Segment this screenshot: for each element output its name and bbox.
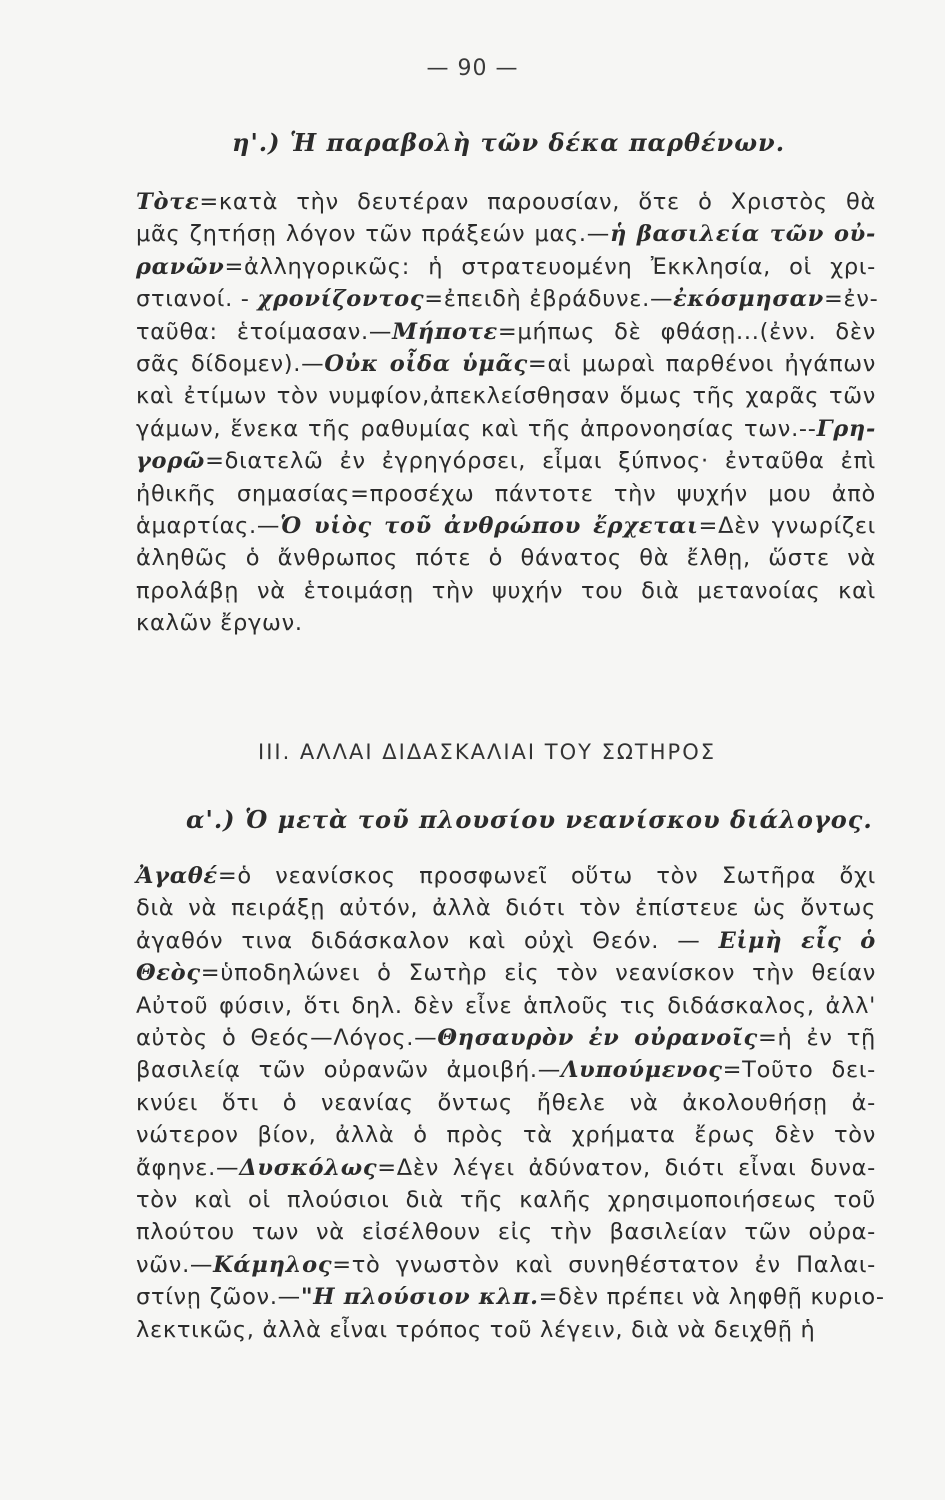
glossed-term: Κάμηλος bbox=[213, 1251, 333, 1278]
text-segment: =αἱ μωραὶ παρθένοι ἠγάπων bbox=[527, 351, 877, 378]
text-segment: τὸν καὶ οἱ πλούσιοι διὰ τῆς καλῆς χρησιμοποιήσεως τοῦ bbox=[136, 1187, 876, 1214]
text-line bbox=[136, 316, 876, 348]
text-line bbox=[136, 283, 879, 315]
chapter-title: ΙΙΙ. ΑΛΛΑΙ ΔΙΔΑΣΚΑΛΙΑΙ ΤΟΥ ΣΩΤΗΡΟΣ bbox=[258, 740, 717, 764]
text-line bbox=[136, 1022, 876, 1054]
text-line bbox=[136, 478, 876, 510]
text-line bbox=[136, 1249, 876, 1281]
text-line bbox=[136, 1281, 885, 1313]
text-segment: ἁμαρτίας.— bbox=[136, 513, 281, 540]
text-line bbox=[136, 445, 876, 477]
text-line bbox=[136, 1184, 876, 1216]
text-line bbox=[136, 860, 876, 892]
glossed-term: ἐκόσμησαν bbox=[673, 286, 824, 313]
text-line bbox=[136, 186, 876, 218]
text-line bbox=[136, 1087, 876, 1119]
text-segment: =Δὲν λέγει ἀδύνατον, διότι εἶναι δυνα- bbox=[377, 1154, 876, 1181]
text-segment: καλῶν ἔργων. bbox=[136, 610, 303, 637]
section-heading-rich-young-man: α'.) Ὁ μετὰ τοῦ πλουσίου νεανίσκου διάλογος. bbox=[186, 805, 873, 834]
glossed-term: γορῶ bbox=[136, 448, 206, 475]
text-line bbox=[136, 510, 876, 542]
text-line bbox=[136, 1152, 876, 1184]
text-segment: προλάβῃ νὰ ἑτοιμάσῃ τὴν ψυχήν του διὰ μετανοίας καὶ bbox=[136, 577, 876, 604]
text-line bbox=[136, 380, 876, 412]
text-segment: σᾶς δίδομεν).— bbox=[136, 351, 325, 378]
glossed-term: "Η πλούσιον κλπ. bbox=[300, 1284, 539, 1311]
text-segment: Αὐτοῦ φύσιν, ὅτι δηλ. δὲν εἶνε ἁπλοῦς τις διδάσκαλος, ἀλλ' bbox=[136, 992, 876, 1019]
text-segment: =κατὰ τὴν δευτέραν παρουσίαν, ὅτε ὁ Χριστὸς θὰ bbox=[199, 189, 876, 215]
text-line bbox=[136, 1054, 876, 1086]
glossed-term: Οὐκ οἶδα ὑμᾶς bbox=[324, 351, 528, 378]
text-line bbox=[136, 1216, 876, 1248]
rich-young-man-commentary-paragraph bbox=[136, 860, 885, 1346]
section-heading-parable: η'.) Ἡ παραβολὴ τῶν δέκα παρθένων. bbox=[232, 128, 786, 157]
text-line bbox=[136, 542, 876, 574]
text-line bbox=[136, 892, 876, 924]
text-line bbox=[136, 218, 876, 250]
text-line bbox=[136, 990, 876, 1022]
glossed-term: ρανῶν bbox=[136, 253, 225, 280]
text-segment: κνύει ὅτι ὁ νεανίας ὄντως ἤθελε νὰ ἀκολουθήσῃ ἀ- bbox=[136, 1089, 876, 1116]
text-line bbox=[136, 1314, 876, 1346]
text-segment: πλούτου των νὰ εἰσέλθουν εἰς τὴν βασιλείαν τῶν οὐρα- bbox=[136, 1219, 876, 1246]
text-segment: =μήπως δὲ φθάσῃ...(ἐνν. δὲν bbox=[497, 318, 877, 345]
glossed-term: Θησαυρὸν ἐν οὐρανοῖς bbox=[437, 1025, 758, 1052]
text-segment: =τὸ γνωστὸν καὶ συνηθέστατον ἐν Παλαι- bbox=[332, 1251, 876, 1278]
text-segment: =ὁ νεανίσκος προσφωνεῖ οὕτω τὸν Σωτῆρα ὄχι bbox=[217, 863, 876, 889]
glossed-term: Τὸτε bbox=[136, 189, 200, 215]
text-segment: =ἡ ἐν τῇ bbox=[757, 1025, 876, 1052]
text-segment: ἀληθῶς ὁ ἄνθρωπος πότε ὁ θάνατος θὰ ἔλθῃ, ὥστε νὰ bbox=[136, 545, 876, 572]
text-line bbox=[136, 413, 876, 445]
text-segment: ἠθικῆς σημασίας=προσέχω πάντοτε τὴν ψυχήν μου ἀπὸ bbox=[136, 480, 876, 507]
text-segment: μᾶς ζητήσῃ λόγον τῶν πράξεών μας.— bbox=[136, 221, 610, 248]
glossed-term: ἡ βασιλεία τῶν οὐ- bbox=[609, 221, 876, 248]
text-segment: ταῦθα: ἑτοίμασαν.— bbox=[136, 318, 393, 345]
text-line bbox=[136, 957, 876, 989]
text-segment: =ἐπειδὴ ἐβράδυνε.— bbox=[424, 286, 674, 313]
parable-commentary-paragraph bbox=[136, 186, 879, 640]
glossed-term: Λυπούμενος bbox=[560, 1057, 723, 1084]
text-segment: =Δὲν γνωρίζει bbox=[698, 513, 876, 540]
glossed-term: Μήποτε bbox=[392, 318, 498, 345]
text-segment: =ἀλληγορικῶς: ἡ στρατευομένη Ἐκκλησία, οἱ χρι- bbox=[224, 253, 876, 280]
text-line bbox=[136, 575, 876, 607]
text-segment: λεκτικῶς, ἀλλὰ εἶναι τρόπος τοῦ λέγειν, διὰ νὰ δειχθῇ ἡ bbox=[136, 1316, 816, 1343]
text-segment: γάμων, ἕνεκα τῆς ραθυμίας καὶ τῆς ἀπρονοησίας των.-- bbox=[136, 415, 817, 442]
text-line bbox=[136, 925, 876, 957]
page-number: — 90 — bbox=[426, 56, 519, 81]
text-segment: ἄφηνε.— bbox=[136, 1154, 240, 1181]
text-segment: στιανοί. - bbox=[136, 286, 258, 313]
glossed-term: Ἀγαθέ bbox=[136, 863, 218, 889]
text-segment: =Τοῦτο δει- bbox=[722, 1057, 876, 1084]
text-segment: νώτερον βίον, ἀλλὰ ὁ πρὸς τὰ χρήματα ἔρως δὲν τὸν bbox=[136, 1122, 876, 1149]
text-segment: =ὑποδηλώνει ὁ Σωτὴρ εἰς τὸν νεανίσκον τὴν θείαν bbox=[200, 960, 876, 987]
text-segment: καὶ ἐτίμων τὸν νυμφίον,ἀπεκλείσθησαν ὅμως τῆς χαρᾶς τῶν bbox=[136, 383, 876, 410]
text-segment: =διατελῶ ἐν ἐγρηγόρσει, εἶμαι ξύπνος· ἐνταῦθα ἐπὶ bbox=[205, 448, 876, 475]
glossed-term: Εἰμὴ εἷς ὁ bbox=[718, 927, 876, 954]
text-segment: =ἐν- bbox=[823, 286, 879, 313]
text-segment: βασιλείᾳ τῶν οὐρανῶν ἀμοιβή.— bbox=[136, 1057, 561, 1084]
text-segment: =δὲν πρέπει νὰ ληφθῇ κυριο- bbox=[538, 1284, 885, 1311]
text-segment: νῶν.— bbox=[136, 1251, 214, 1278]
glossed-term: Θεὸς bbox=[136, 960, 201, 987]
text-segment: διὰ νὰ πειράξῃ αὐτόν, ἀλλὰ διότι τὸν ἐπίστευε ὡς ὄντως bbox=[136, 895, 876, 922]
glossed-term: Ὁ υἱὸς τοῦ ἀνθρώπου ἔρχεται bbox=[280, 513, 699, 540]
glossed-term: Γρη- bbox=[816, 415, 876, 442]
text-segment: στίνῃ ζῶον.— bbox=[136, 1284, 301, 1311]
text-line bbox=[136, 607, 876, 639]
text-line bbox=[136, 1119, 876, 1151]
glossed-term: χρονίζοντος bbox=[257, 286, 425, 313]
text-line bbox=[136, 251, 876, 283]
text-segment: ἀγαθόν τινα διδάσκαλον καὶ οὐχὶ Θεόν. — bbox=[136, 927, 719, 954]
text-line bbox=[136, 348, 876, 380]
glossed-term: Δυσκόλως bbox=[239, 1154, 378, 1181]
text-segment: αὐτὸς ὁ Θεός—Λόγος.— bbox=[136, 1025, 438, 1052]
